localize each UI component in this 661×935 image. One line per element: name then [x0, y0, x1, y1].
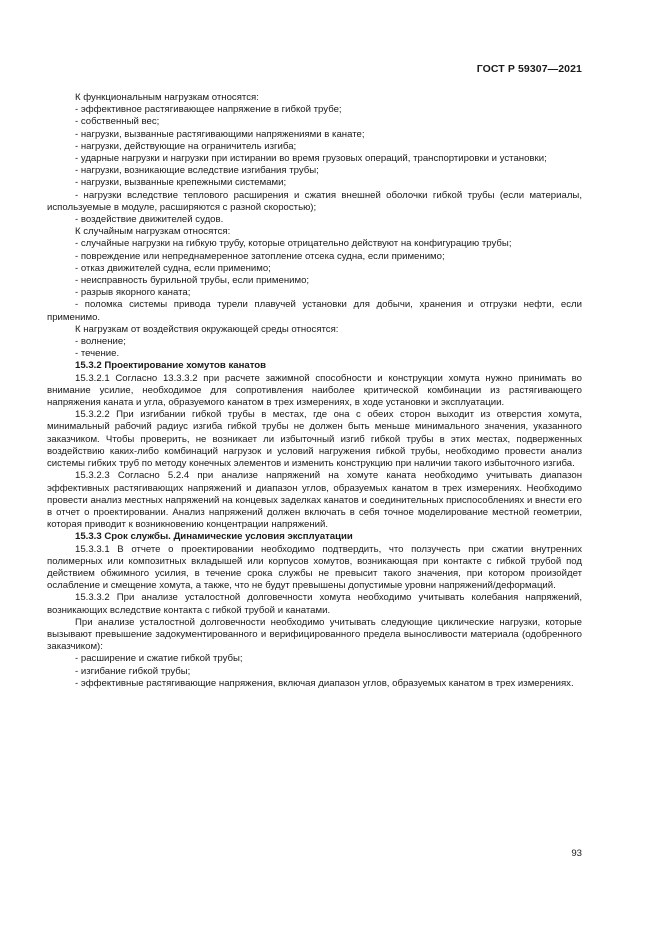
section-heading: 15.3.2 Проектирование хомутов канатов — [75, 360, 267, 372]
list-item: - эффективные растягивающие напряжения, включая диапазон углов, образуемых канатом в трех измерениях. — [75, 677, 574, 689]
list-item: - случайные нагрузки на гибкую трубу, которые отрицательно действуют на конфигурацию трубы; — [75, 238, 512, 250]
list-item: - воздействие движителей судов. — [75, 214, 224, 226]
list-item: - неисправность бурильной трубы, если применимо; — [75, 275, 310, 287]
list-item: - нагрузки, возникающие вследствие изгибания трубы; — [75, 165, 319, 177]
paragraph: К функциональным нагрузкам относятся: — [75, 92, 259, 103]
list-item: - ударные нагрузки и нагрузки при истирании во время грузовых операций, транспортировки и установки; — [75, 153, 547, 165]
paragraph: 15.3.3.2 При анализе усталостной долговечности хомута необходимо учитывать колебания напряжений, возникающих вследствие контакта с гибкой трубой и канатами. — [47, 592, 582, 616]
list-item: - расширение и сжатие гибкой трубы; — [75, 653, 243, 665]
list-item: - течение. — [75, 348, 120, 360]
list-item: - отказ движителей судна, если применимо; — [75, 262, 271, 274]
paragraph: К нагрузкам от воздействия окружающей среды относятся: — [75, 323, 339, 335]
list-item: - волнение; — [75, 336, 126, 348]
paragraph: 15.3.2.1 Согласно 13.3.3.2 при расчете зажимной способности и конструкции хомута нужно принимать во внимание усилие, необходимое для сопротивления наиболее критической комбинации из растягивающего напряжения каната и угла, образуемого канатом в трех измерениях, в ходе установки и эксплуатации. — [47, 372, 582, 409]
list-item: - поломка системы привода турели плавучей установки для добычи, хранения и отгрузки нефти, если применимо. — [47, 299, 582, 323]
list-item: - разрыв якорного каната; — [75, 287, 191, 299]
page-number: 93 — [571, 848, 582, 859]
list-item: - нагрузки, действующие на ограничитель изгиба; — [75, 140, 297, 152]
document-body — [47, 92, 582, 690]
paragraph: К случайным нагрузкам относятся: — [75, 226, 231, 238]
list-item: - эффективное растягивающее напряжение в гибкой трубе; — [75, 104, 342, 116]
list-item: - нагрузки, вызванные растягивающими напряжениями в канате; — [75, 128, 365, 140]
paragraph: 15.3.2.3 Согласно 5.2.4 при анализе напряжений на хомуте каната необходимо учитывать диапазон эффективных растягивающих напряжений и диапазон углов, образуемых канатом в трех измерениях. Необходимо провести анализ местных напряжений на концевых заделках канатов и соединительных приспособлениях и внести его в отчет о проектировании. Анализ напряжений должен включать в себя точное моделирование местной геометрии, которая приводит к возникновению концентрации напряжений. — [47, 470, 582, 531]
paragraph: 15.3.3.1 В отчете о проектировании необходимо подтвердить, что ползучесть при сжатии внутренних полимерных или композитных вкладышей или корпусов хомутов, возникающая при контакте с гибкой трубой под действием обжимного усилия, в течение срока службы не превысит такого значения, при котором произойдет ослабление и смещение хомута, а также, что не будут превышены допустимые уровни напряжений/деформаций. — [47, 543, 582, 592]
list-item: - нагрузки, вызванные крепежными системами; — [75, 177, 287, 189]
list-item: - собственный вес; — [75, 116, 160, 128]
list-item: - нагрузки вследствие теплового расширения и сжатия внешней оболочки гибкой трубы (если материалы, используемые в модуле, расширяются с разной скоростью); — [47, 189, 582, 213]
paragraph: При анализе усталостной долговечности необходимо учитывать следующие циклические нагрузки, которые вызывают превышение задокументированного и верифицированного предела выносливости материала (одобренного заказчиком): — [47, 616, 582, 653]
list-item: - изгибание гибкой трубы; — [75, 665, 191, 677]
list-item: - повреждение или непреднамеренное затопление отсека судна, если применимо; — [75, 250, 445, 262]
paragraph: 15.3.2.2 При изгибании гибкой трубы в местах, где она с обеих сторон выходит из отверстия хомута, минимальный рабочий радиус изгиба гибкой трубы не должен быть меньше минимального значения, указанного заказчиком. Чтобы проверить, не возникает ли избыточный изгиб гибкой трубы в этих местах, подверженных воздействию каких-либо комбинаций нагрузок и условий нагружения гибкой трубы, необходимо провести анализ системы гибких труб по методу конечных элементов и изменить конструкцию при наличии такого избыточного изгиба. — [47, 409, 582, 470]
standard-code-header: ГОСТ Р 59307—2021 — [476, 63, 582, 75]
section-heading: 15.3.3 Срок службы. Динамические условия эксплуатации — [75, 531, 353, 543]
